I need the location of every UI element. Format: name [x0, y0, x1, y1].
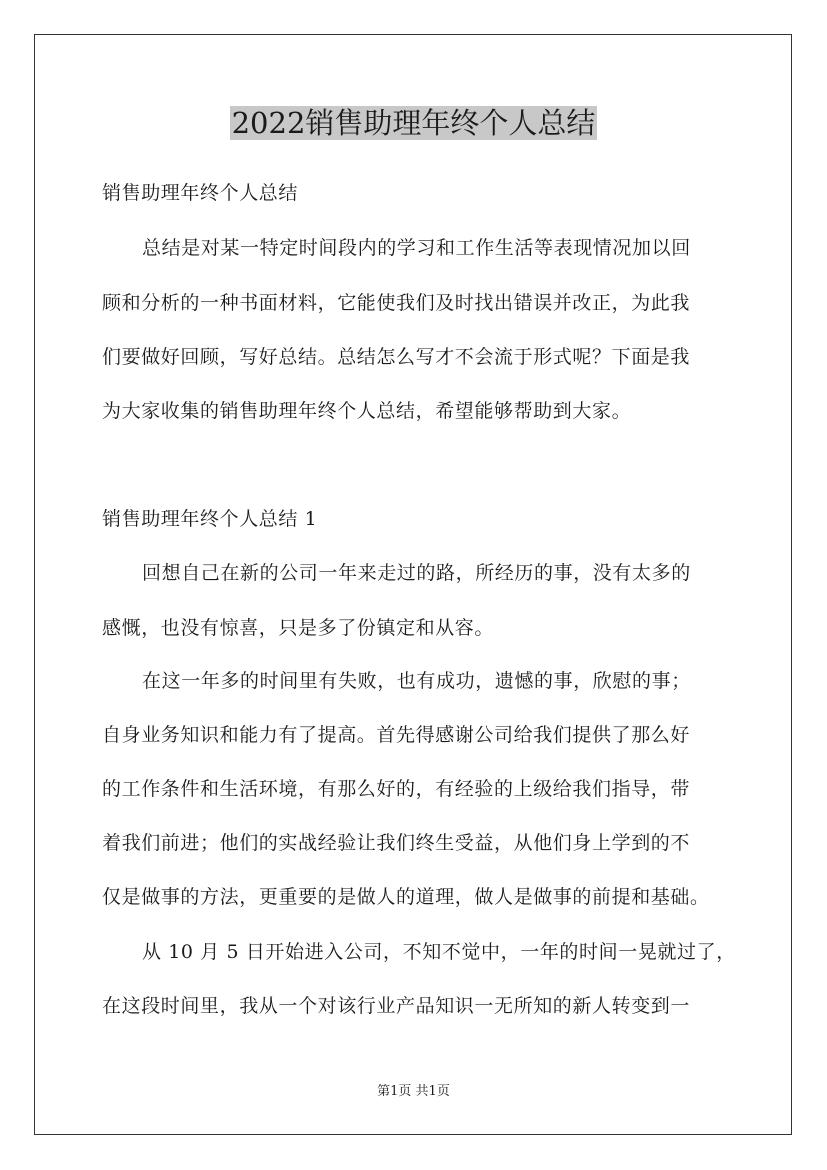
page-footer: 第1页 共1页 [377, 1084, 450, 1099]
paragraph-line: 从 10 月 5 日开始进入公司，不知不觉中，一年的时间一晃就过了， [142, 941, 736, 963]
paragraph-line: 为大家收集的销售助理年终个人总结，希望能够帮助到大家。 [102, 400, 632, 422]
document-title [0, 101, 827, 145]
paragraph-line: 总结是对某一特定时间段内的学习和工作生活等表现情况加以回 [142, 237, 691, 259]
document-title-text: 2022销售助理年终个人总结 [231, 106, 596, 140]
paragraph-line: 在这段时间里，我从一个对该行业产品知识一无所知的新人转变到一 [102, 995, 691, 1017]
paragraph-line: 的工作条件和生活环境，有那么好的，有经验的上级给我们指导，带 [102, 778, 691, 800]
paragraph-line: 自身业务知识和能力有了提高。首先得感谢公司给我们提供了那么好 [102, 724, 691, 746]
paragraph-line: 着我们前进；他们的实战经验让我们终生受益，从他们身上学到的不 [102, 832, 691, 854]
section-heading: 销售助理年终个人总结 [102, 182, 299, 204]
section-heading: 销售助理年终个人总结 1 [102, 508, 318, 530]
paragraph-line: 顾和分析的一种书面材料，它能使我们及时找出错误并改正，为此我 [102, 292, 691, 314]
paragraph-line: 们要做好回顾，写好总结。总结怎么写才不会流于形式呢？下面是我 [102, 346, 691, 368]
paragraph-line: 感慨，也没有惊喜，只是多了份镇定和从容。 [102, 617, 495, 639]
paragraph-line: 仅是做事的方法，更重要的是做人的道理，做人是做事的前提和基础。 [102, 886, 710, 908]
paragraph-line: 在这一年多的时间里有失败，也有成功，遗憾的事，欣慰的事； [142, 670, 691, 692]
paragraph-line: 回想自己在新的公司一年来走过的路，所经历的事，没有太多的 [142, 562, 691, 584]
